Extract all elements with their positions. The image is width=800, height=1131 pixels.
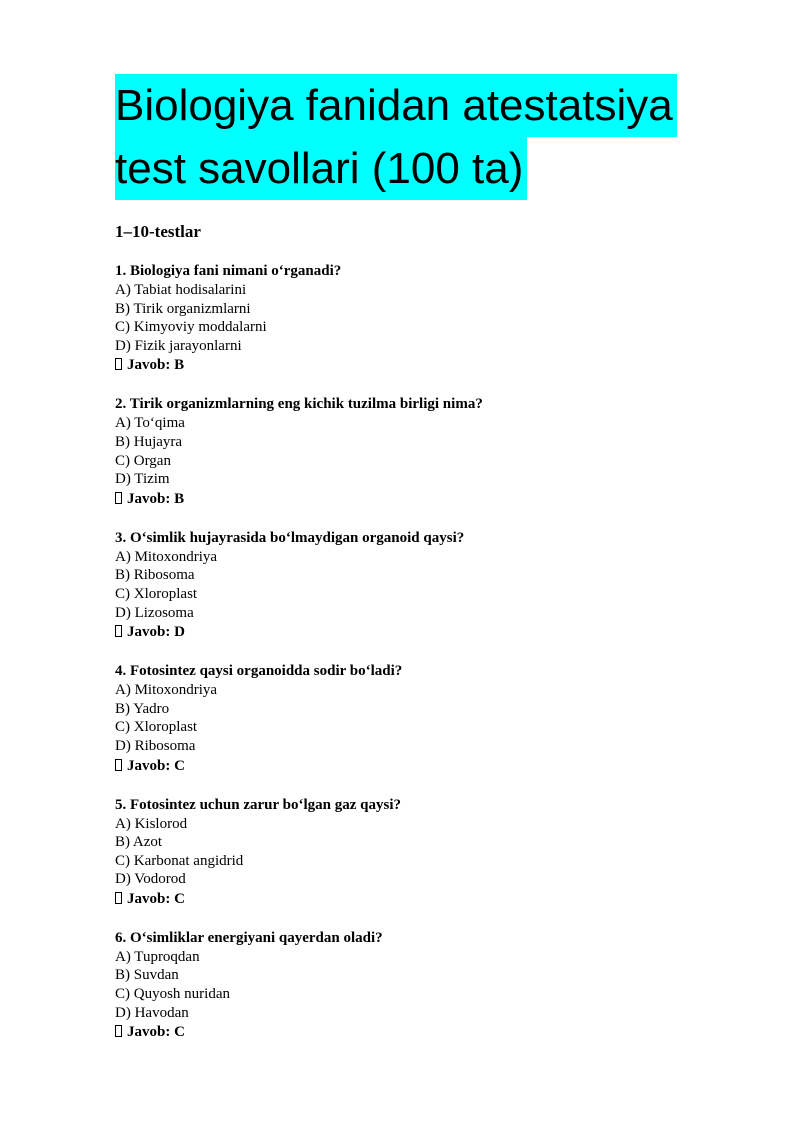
- missing-glyph-box-icon: [115, 892, 122, 904]
- question-text: 2. Tirik organizmlarning eng kichik tuzilma birligi nima?: [115, 396, 483, 413]
- answer-label: Javob:: [127, 1024, 171, 1041]
- option-c: C) Karbonat angidrid: [115, 852, 244, 869]
- question-item: [115, 395, 715, 509]
- option-b: B) Azot: [115, 834, 163, 851]
- answer-label: Javob:: [127, 490, 171, 507]
- missing-glyph-box-icon: [115, 625, 122, 637]
- answer-value: D: [174, 624, 185, 641]
- option-b: B) Ribosoma: [115, 567, 195, 584]
- option-c: C) Xloroplast: [115, 719, 198, 736]
- question-text: 4. Fotosintez qaysi organoidda sodir bo‘ladi?: [115, 663, 403, 680]
- option-c: C) Organ: [115, 452, 171, 469]
- option-d: D) Tizim: [115, 471, 170, 488]
- answer-value: C: [174, 1024, 185, 1041]
- missing-glyph-box-icon: [115, 358, 122, 370]
- answer-value: C: [174, 757, 185, 774]
- answer-label: Javob:: [127, 890, 171, 907]
- question-text: 3. O‘simlik hujayrasida bo‘lmaydigan organoid qaysi?: [115, 529, 465, 546]
- title-line: Biologiya fanidan atestatsiya: [115, 74, 677, 137]
- answer-line: [115, 889, 715, 910]
- answer-label: Javob:: [127, 757, 171, 774]
- answer-line: [115, 756, 715, 777]
- title-line: test savollari (100 ta): [115, 137, 527, 200]
- answer-line: [115, 622, 715, 643]
- option-a: A) Tabiat hodisalarini: [115, 282, 247, 298]
- answer-value: B: [174, 490, 185, 507]
- option-a: A) Mitoxondriya: [115, 682, 218, 699]
- option-b: B) Suvdan: [115, 967, 179, 984]
- option-a: A) Kislorod: [115, 815, 188, 832]
- question-item: [115, 262, 715, 376]
- question-item: [115, 796, 715, 910]
- option-d: D) Ribosoma: [115, 737, 196, 754]
- option-b: B) Hujayra: [115, 433, 183, 450]
- question-item: [115, 529, 715, 643]
- option-a: A) Tuproqdan: [115, 948, 200, 965]
- option-a: A) Mitoxondriya: [115, 548, 218, 565]
- document-page: [115, 74, 715, 1062]
- question-list: [115, 262, 715, 1043]
- answer-line: [115, 1022, 715, 1043]
- question-text: 1. Biologiya fani nimani o‘rganadi?: [115, 263, 342, 279]
- missing-glyph-box-icon: [115, 1025, 122, 1037]
- option-a: A) To‘qima: [115, 415, 185, 432]
- answer-line: [115, 489, 715, 510]
- question-text: 6. O‘simliklar energiyani qayerdan oladi?: [115, 929, 383, 946]
- section-heading: 1–10-testlar: [115, 222, 201, 241]
- question-item: [115, 662, 715, 776]
- option-c: C) Kimyoviy moddalarni: [115, 319, 267, 336]
- answer-label: Javob:: [127, 624, 171, 641]
- option-d: D) Lizosoma: [115, 604, 194, 621]
- document-title: [115, 74, 715, 200]
- missing-glyph-box-icon: [115, 759, 122, 771]
- answer-value: C: [174, 890, 185, 907]
- answer-value: B: [174, 357, 185, 374]
- option-b: B) Tirik organizmlarni: [115, 300, 251, 317]
- option-c: C) Xloroplast: [115, 585, 198, 602]
- option-c: C) Quyosh nuridan: [115, 986, 230, 1003]
- option-d: D) Vodorod: [115, 871, 186, 888]
- missing-glyph-box-icon: [115, 492, 122, 504]
- answer-line: [115, 355, 715, 376]
- answer-label: Javob:: [127, 357, 171, 374]
- question-text: 5. Fotosintez uchun zarur bo‘lgan gaz qaysi?: [115, 796, 401, 813]
- option-d: D) Havodan: [115, 1004, 189, 1021]
- option-d: D) Fizik jarayonlarni: [115, 337, 242, 354]
- question-item: [115, 929, 715, 1043]
- option-b: B) Yadro: [115, 700, 170, 717]
